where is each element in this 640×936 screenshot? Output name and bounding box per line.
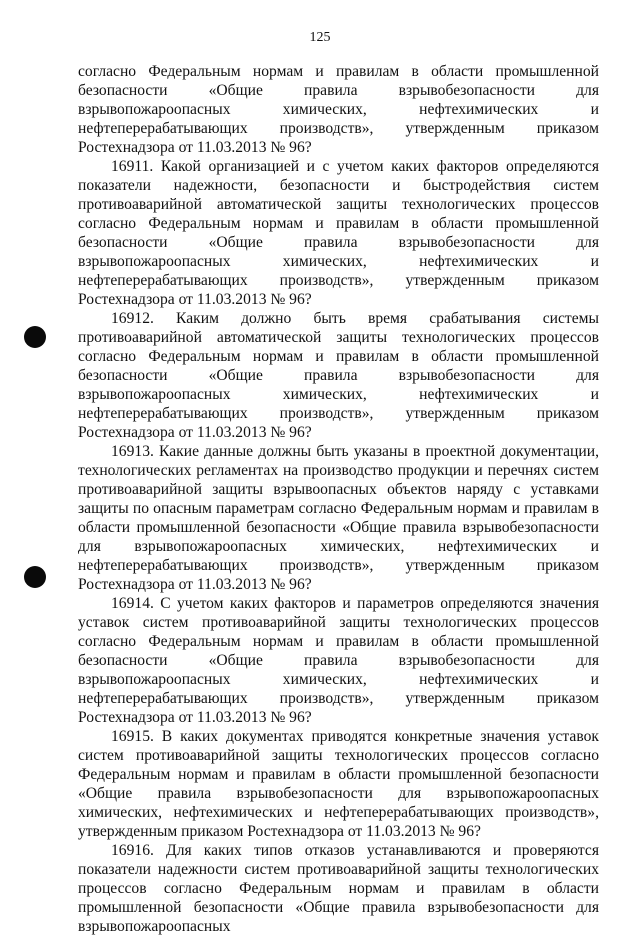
paragraph-16911: 16911. Какой организацией и с учетом каких факторов определяются показатели надежности, безопасности и быстродействия систем противоаварийной автоматической защиты технологических процессов согласно Федеральным нормам и правилам в области промышленной безопасности «Общие правила взрывобезопасности для взрывопожароопасных химических, нефтехимических и нефтеперерабатывающих производств», утвержденным приказом Ростехнадзора от 11.03.2013 № 96?: [78, 158, 599, 308]
paragraph-16914: 16914. С учетом каких факторов и параметров определяются значения уставок систем противоаварийной защиты технологических процессов согласно Федеральным нормам и правилам в области промышленной безопасности «Общие правила взрывобезопасности для взрывопожароопасных химических, нефтехимических и нефтеперерабатывающих производств», утвержденным приказом Ростехнадзора от 11.03.2013 № 96?: [78, 595, 599, 726]
punch-hole-mark: [24, 326, 46, 348]
page-number: 125: [309, 30, 331, 45]
paragraph-16916: 16916. Для каких типов отказов устанавливаются и проверяются показатели надежности систем противоаварийной защиты технологических процессов согласно Федеральным нормам и правилам в области промышленной безопасности «Общие правила взрывобезопасности для взрывопожароопасных: [78, 842, 599, 935]
document-body: [78, 62, 599, 936]
paragraph-16912: 16912. Каким должно быть время срабатывания системы противоаварийной автоматической защиты технологических процессов согласно Федеральным нормам и правилам в области промышленной безопасности «Общие правила взрывобезопасности для взрывопожароопасных химических, нефтехимических и нефтеперерабатывающих производств», утвержденным приказом Ростехнадзора от 11.03.2013 № 96?: [78, 310, 599, 441]
punch-hole-mark: [24, 566, 46, 588]
paragraph-16915: 16915. В каких документах приводятся конкретные значения уставок систем противоаварийной защиты технологических процессов согласно Федеральным нормам и правилам в области промышленной безопасности «Общие правила взрывобезопасности для взрывопожароопасных химических, нефтехимических и нефтеперерабатывающих производств», утвержденным приказом Ростехнадзора от 11.03.2013 № 96?: [78, 728, 599, 840]
paragraph-16913: 16913. Какие данные должны быть указаны в проектной документации, технологических регламентах на производство продукции и перечнях систем противоаварийной защиты взрывоопасных объектов наряду с уставками защиты по опасным параметрам согласно Федеральным нормам и правилам в области промышленной безопасности «Общие правила взрывобезопасности для взрывопожароопасных химических, нефтехимических и нефтеперерабатывающих производств», утвержденным приказом Ростехнадзора от 11.03.2013 № 96?: [78, 443, 599, 593]
paragraph-continuation: согласно Федеральным нормам и правилам в области промышленной безопасности «Общие правила взрывобезопасности для взрывопожароопасных химических, нефтехимических и нефтеперерабатывающих производств», утвержденным приказом Ростехнадзора от 11.03.2013 № 96?: [78, 63, 599, 156]
